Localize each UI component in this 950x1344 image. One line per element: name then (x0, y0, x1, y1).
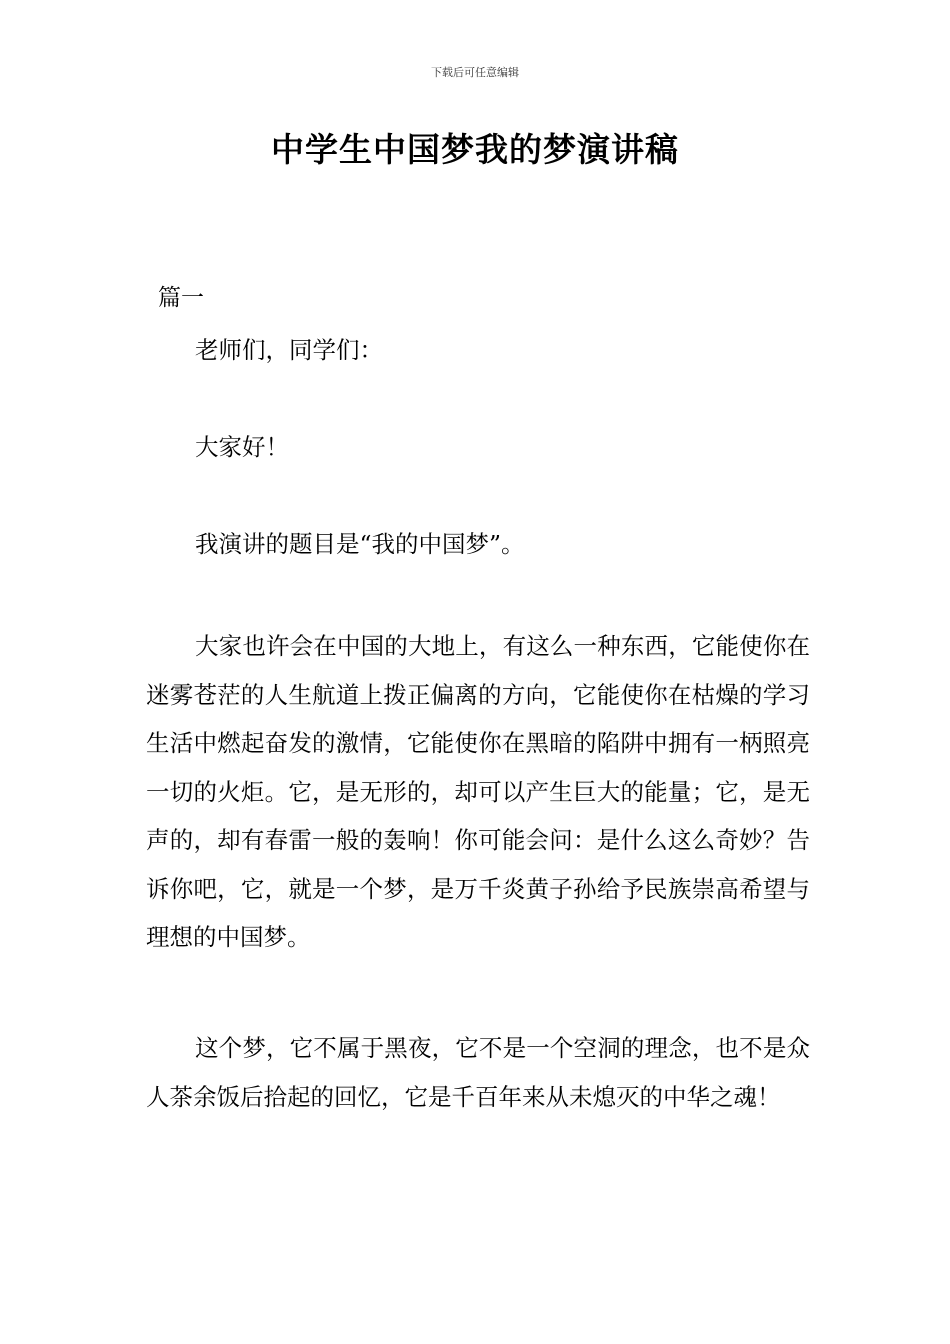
paragraph-dream-intro: 大家也许会在中国的大地上，有这么一种东西，它能使你在迷雾苍茫的人生航道上拨正偏离的方向，它能使你在枯燥的学习生活中燃起奋发的激情，它能使你在黑暗的陷阱中拥有一柄照亮一切的火炬。它，是无形的，却可以产生巨大的能量；它，是无声的，却有春雷一般的轰响！你可能会问：是什么这么奇妙？告诉你吧，它，就是一个梦，是万千炎黄子孙给予民族崇高希望与理想的中国梦。 (146, 632, 810, 951)
header-note: 下载后可任意编辑 (431, 66, 519, 79)
paragraph-dream-soul: 这个梦，它不属于黑夜，它不是一个空洞的理念，也不是众人茶余饭后拾起的回忆，它是千百年来从未熄灭的中华之魂！ (146, 1034, 810, 1111)
paragraph-hello: 大家好！ (195, 433, 289, 461)
paragraph-topic: 我演讲的题目是“我的中国梦”。 (195, 530, 525, 558)
document-title: 中学生中国梦我的梦演讲稿 (271, 130, 679, 169)
paragraph-greeting: 老师们，同学们： (195, 336, 383, 364)
section-label: 篇一 (158, 285, 204, 311)
